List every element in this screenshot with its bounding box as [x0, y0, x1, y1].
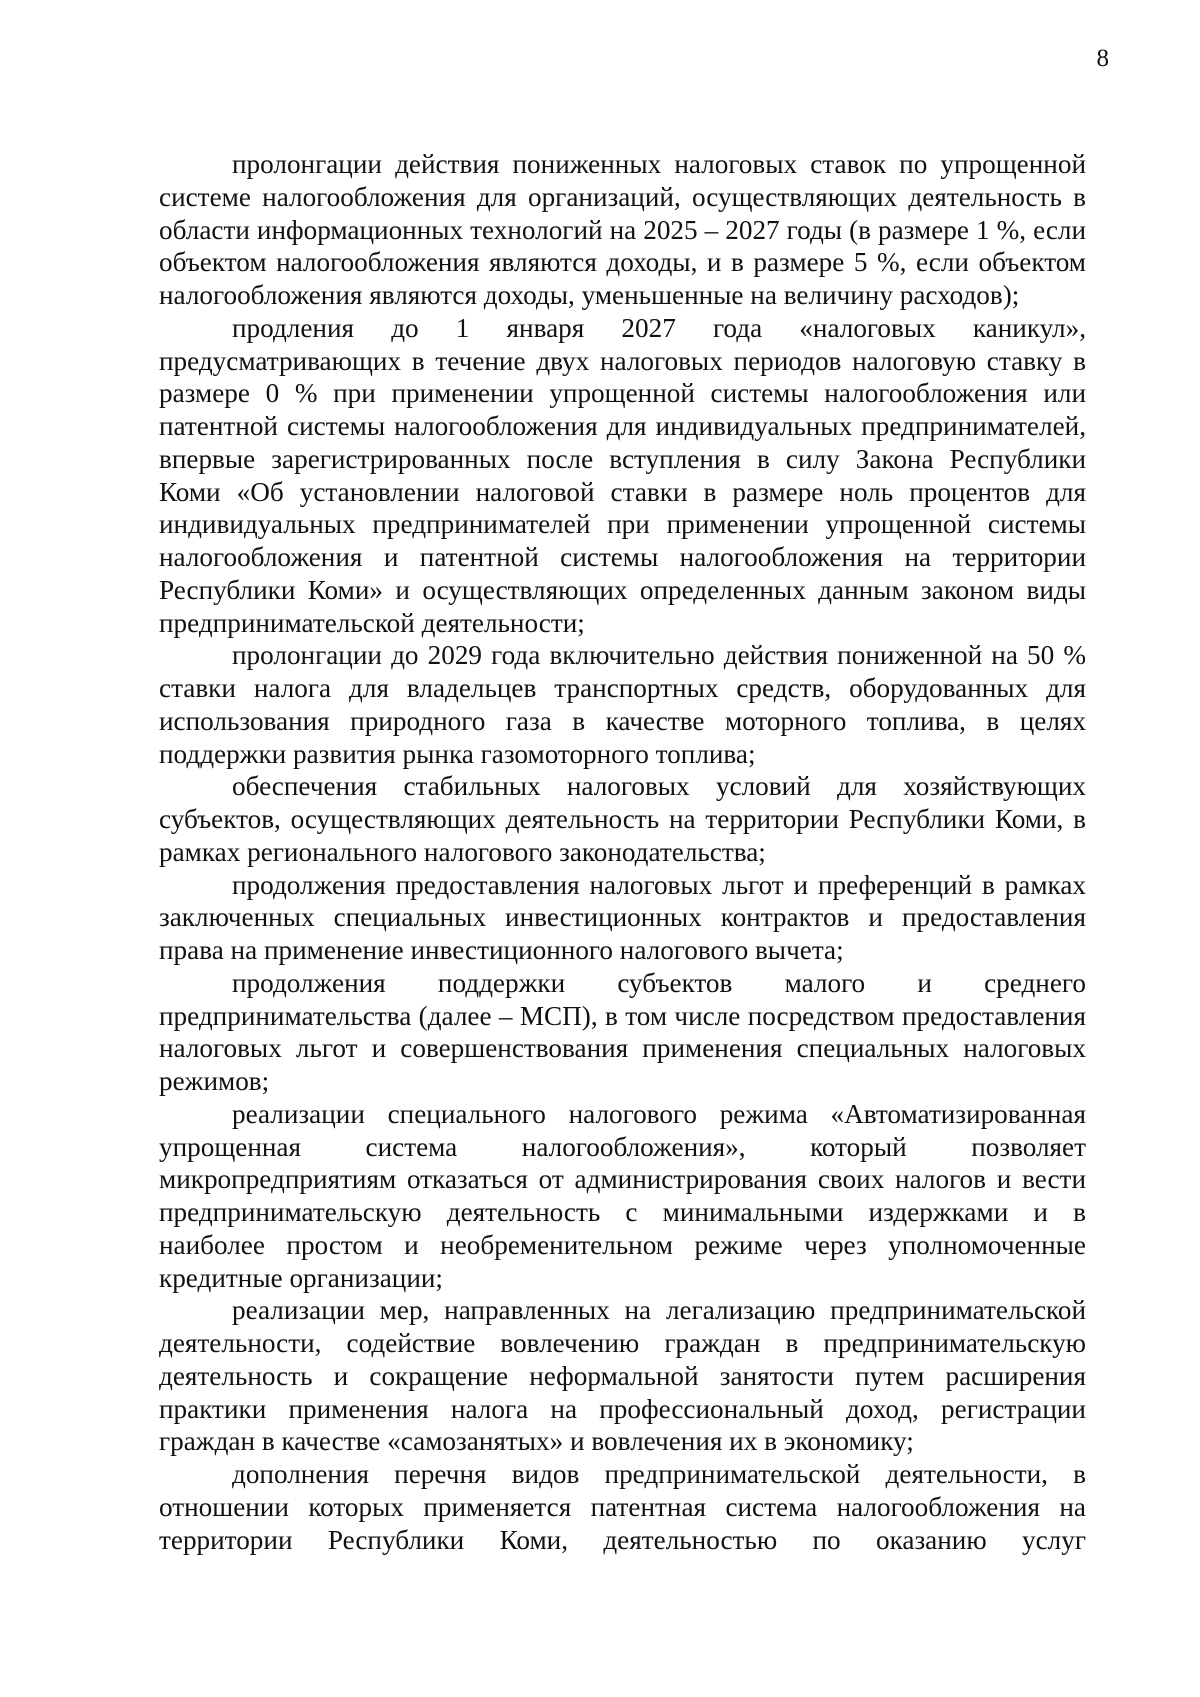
- paragraph-4: обеспечения стабильных налоговых условий для хозяйствующих субъектов, осуществляющих деятельность на территории Республики Коми, в рамках регионального налогового законодательства;: [159, 771, 1086, 867]
- page-number: 8: [1096, 45, 1109, 72]
- paragraph-7: реализации специального налогового режима «Автоматизированная упрощенная система налогообложения», который позволяет микропредприятиям отказаться от администрирования своих налогов и вести предпринимательскую деятельность с минимальными издержками и в наиболее простом и необременительном режиме через уполномоченные кредитные организации;: [159, 1098, 1086, 1293]
- paragraph-3: пролонгации до 2029 года включительно действия пониженной на 50 % ставки налога для владельцев транспортных средств, оборудованных для использования природного газа в качестве моторного топлива, в целях поддержки развития рынка газомоторного топлива;: [159, 640, 1086, 769]
- paragraph-1: пролонгации действия пониженных налоговых ставок по упрощенной системе налогообложения для организаций, осуществляющих деятельность в области информационных технологий на 2025 – 2027 годы (в размере 1 %, если объектом налогообложения являются доходы, и в размере 5 %, если объектом налогообложения являются доходы, уменьшенные на величину расходов);: [159, 149, 1086, 310]
- paragraph-6: продолжения поддержки субъектов малого и среднего предпринимательства (далее – МСП), в том числе посредством предоставления налоговых льгот и совершенствования применения специальных налоговых режимов;: [159, 967, 1086, 1096]
- paragraph-9: дополнения перечня видов предпринимательской деятельности, в отношении которых применяется патентная система налогообложения на территории Республики Коми, деятельностью по оказанию услуг: [159, 1459, 1086, 1555]
- paragraph-8: реализации мер, направленных на легализацию предпринимательской деятельности, содействие вовлечению граждан в предпринимательскую деятельность и сокращение неформальной занятости путем расширения практики применения налога на профессиональный доход, регистрации граждан в качестве «самозанятых» и вовлечения их в экономику;: [159, 1295, 1086, 1457]
- paragraph-5: продолжения предоставления налоговых льгот и преференций в рамках заключенных специальных инвестиционных контрактов и предоставления права на применение инвестиционного налогового вычета;: [159, 869, 1086, 965]
- paragraph-2: продления до 1 января 2027 года «налоговых каникул», предусматривающих в течение двух налоговых периодов налоговую ставку в размере 0 % при применении упрощенной системы налогообложения или патентной системы налогообложения для индивидуальных предпринимателей, впервые зарегистрированных после вступления в силу Закона Республики Коми «Об установлении налоговой ставки в размере ноль процентов для индивидуальных предпринимателей при применении упрощенной системы налогообложения и патентной системы налогообложения на территории Республики Коми» и осуществляющих определенных данным законом виды предпринимательской деятельности;: [159, 312, 1086, 638]
- document-body: [159, 148, 1086, 1556]
